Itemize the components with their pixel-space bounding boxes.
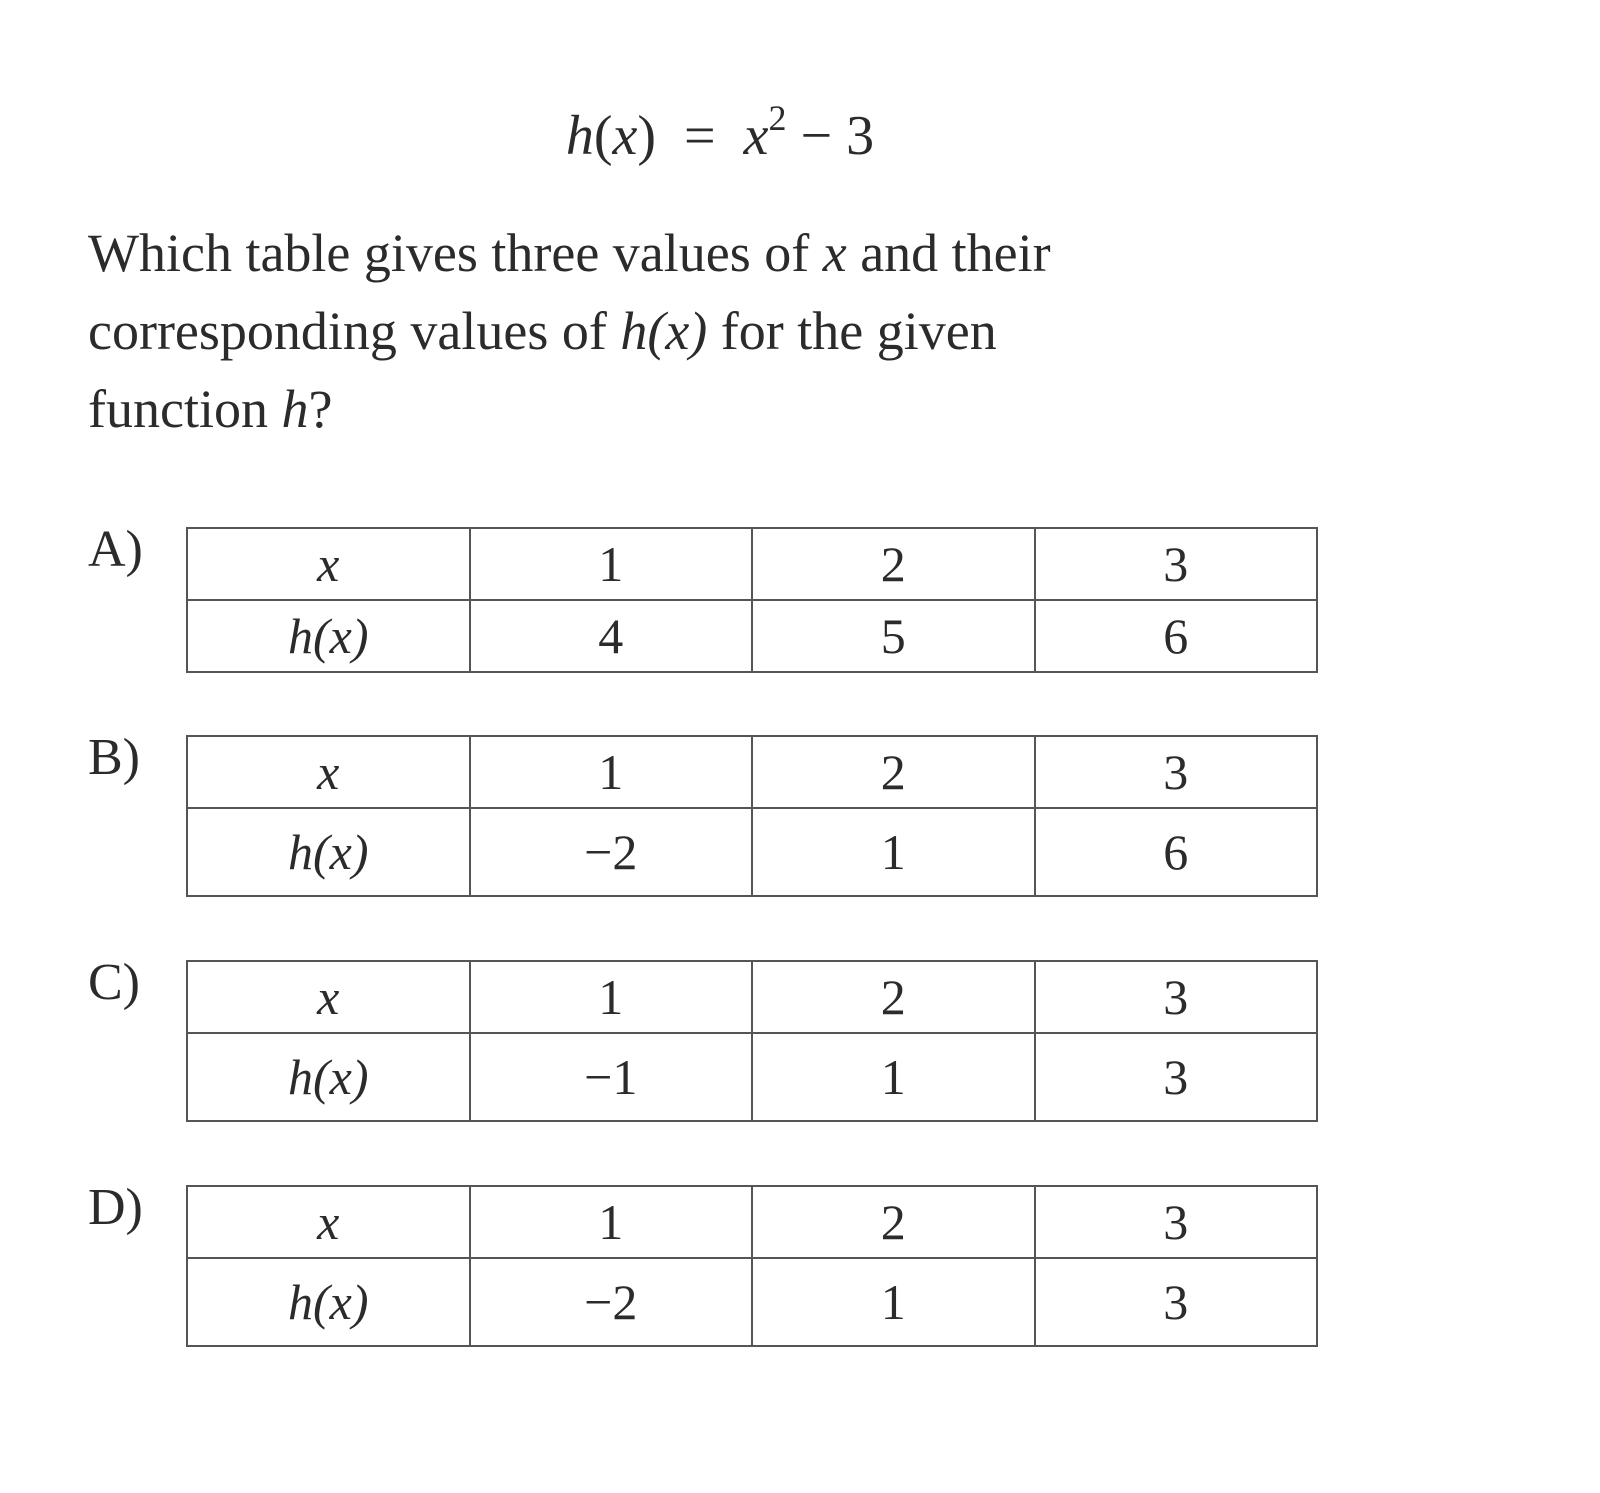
equation-var: x [743, 105, 769, 167]
table-cell: 5 [752, 600, 1035, 672]
table-cell: 1 [470, 961, 753, 1033]
question-part4: ? [308, 379, 333, 439]
table-header-h: h(x) [187, 1258, 470, 1346]
table-cell: 6 [1035, 808, 1318, 896]
option-table [186, 527, 1318, 673]
table-row-x [187, 961, 1317, 1033]
table-cell: −1 [470, 1033, 753, 1121]
table-cell: 3 [1035, 1258, 1318, 1346]
question-var-x: x [822, 223, 847, 283]
question-text [88, 214, 1188, 448]
table-cell: 1 [752, 808, 1035, 896]
question-fn-name: h [281, 379, 309, 439]
table-cell: 4 [470, 600, 753, 672]
table-cell: 3 [1035, 961, 1318, 1033]
table-cell: −2 [470, 1258, 753, 1346]
table-cell: 3 [1035, 1033, 1318, 1121]
option-label: C) [88, 954, 140, 1011]
table-header-h: h(x) [187, 1033, 470, 1121]
table-cell: 3 [1035, 736, 1318, 808]
question-part1: Which table gives three values of [88, 223, 823, 283]
table-row-x [187, 1186, 1317, 1258]
question-part3: for the given function [88, 301, 997, 439]
table-header-h: h(x) [187, 808, 470, 896]
table-header-x: x [187, 528, 470, 600]
function-equation: $h(x) = x^2 - 3$ [565, 98, 875, 167]
table-header-x: x [187, 736, 470, 808]
table-header-h: h(x) [187, 600, 470, 672]
option-table [186, 960, 1318, 1122]
table-cell: 1 [470, 528, 753, 600]
table-cell: 6 [1035, 600, 1318, 672]
table-cell: 3 [1035, 1186, 1318, 1258]
table-row-h [187, 808, 1317, 896]
option-label: D) [88, 1179, 143, 1236]
option-label: A) [88, 521, 143, 578]
table-row-x [187, 736, 1317, 808]
table-header-x: x [187, 1186, 470, 1258]
table-header-x: x [187, 961, 470, 1033]
table-cell: 2 [752, 1186, 1035, 1258]
table-row-h [187, 1258, 1317, 1346]
equation-constant: − 3 [800, 105, 875, 167]
table-cell: 2 [752, 961, 1035, 1033]
table-cell: 1 [470, 1186, 753, 1258]
equation-fn-name: h [565, 105, 594, 167]
question-fn: h(x) [620, 301, 708, 361]
option-table [186, 1185, 1318, 1347]
question-part2: and their corresponding values of [88, 223, 1051, 361]
table-cell: −2 [470, 808, 753, 896]
table-row-h [187, 1033, 1317, 1121]
option-table [186, 735, 1318, 897]
table-cell: 1 [752, 1258, 1035, 1346]
table-cell: 2 [752, 528, 1035, 600]
table-row-x [187, 528, 1317, 600]
option-label: B) [88, 729, 140, 786]
table-cell: 3 [1035, 528, 1318, 600]
table-row-h [187, 600, 1317, 672]
table-cell: 1 [752, 1033, 1035, 1121]
table-cell: 2 [752, 736, 1035, 808]
equation-fn-arg: x [612, 105, 638, 167]
table-cell: 1 [470, 736, 753, 808]
equation-exponent: 2 [768, 98, 787, 138]
